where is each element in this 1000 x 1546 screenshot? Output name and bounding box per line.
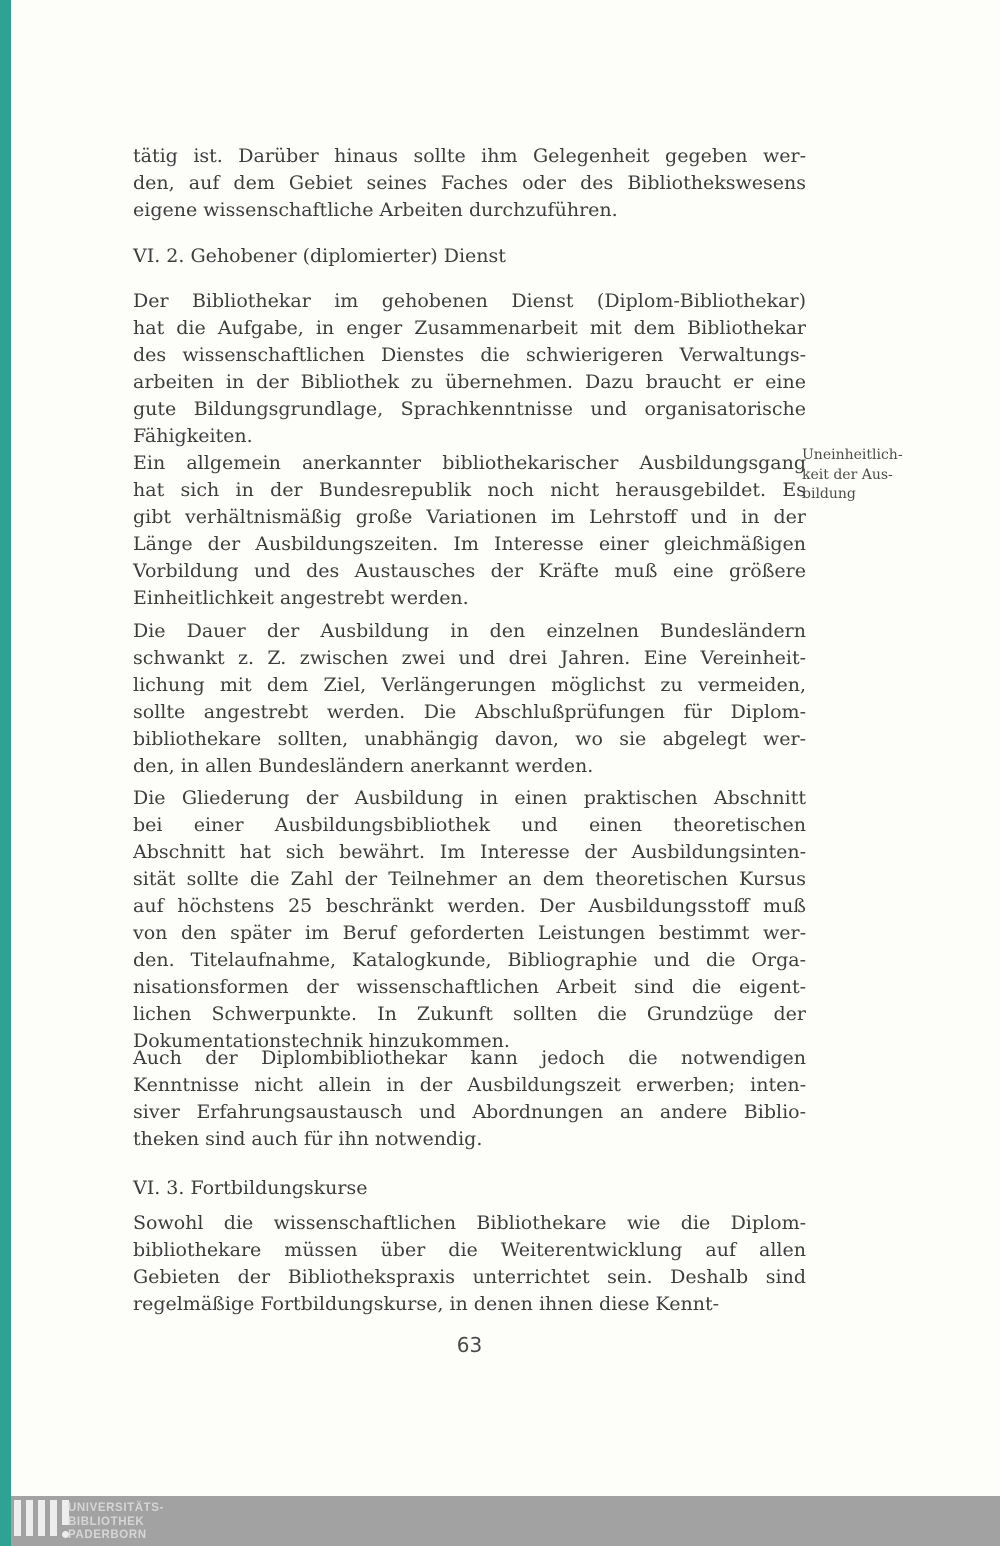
text-line: Sowohl die wissenschaftlichen Bibliothekare wie die Diplom- [133, 1212, 806, 1234]
paragraph [133, 618, 806, 780]
margin-note-line: bildung [802, 486, 856, 502]
text-line: Dokumentationstechnik hinzukommen. [133, 1030, 510, 1052]
text-line: Fähigkeiten. [133, 425, 253, 447]
text-line: lichung mit dem Ziel, Verlängerungen möglichst zu vermeiden, [133, 674, 806, 696]
text-line: gute Bildungsgrundlage, Sprachkenntnisse und organisatorische [133, 398, 806, 420]
margin-note [802, 446, 987, 505]
text-line: sollte angestrebt werden. Die Abschlußprüfungen für Diplom- [133, 701, 806, 723]
text-line: lichen Schwerpunkte. In Zukunft sollten die Grundzüge der [133, 1003, 806, 1025]
paragraph [133, 785, 806, 1055]
text-line: Der Bibliothekar im gehobenen Dienst (Diplom-Bibliothekar) [133, 290, 806, 312]
text-line: Länge der Ausbildungszeiten. Im Interesse einer gleichmäßigen [133, 533, 806, 555]
text-line: bibliothekare müssen über die Weiterentwicklung auf allen [133, 1239, 806, 1261]
paragraph [133, 143, 806, 224]
text-line: Die Gliederung der Ausbildung in einen praktischen Abschnitt [133, 787, 806, 809]
text-line: Die Dauer der Ausbildung in den einzelnen Bundesländern [133, 620, 806, 642]
text-line: Auch der Diplombibliothekar kann jedoch die notwendigen [133, 1047, 806, 1069]
paragraph [133, 1210, 806, 1318]
text-line: Einheitlichkeit angestrebt werden. [133, 587, 469, 609]
paragraph [133, 1045, 806, 1153]
text-line: Gebieten der Bibliothekspraxis unterrichtet sein. Deshalb sind [133, 1266, 806, 1288]
library-name-line: BIBLIOTHEK [68, 1515, 145, 1528]
viewer-left-edge-strip [0, 0, 11, 1546]
logo-bar [50, 1500, 57, 1536]
text-line: Abschnitt hat sich bewährt. Im Interesse der Ausbildungsinten- [133, 841, 806, 863]
margin-note-line: Uneinheitlich- [802, 447, 903, 463]
text-line: den, auf dem Gebiet seines Faches oder des Bibliothekswesens [133, 172, 806, 194]
logo-bar [38, 1500, 45, 1536]
library-name-text [68, 1502, 164, 1543]
text-line: schwankt z. Z. zwischen zwei und drei Jahren. Eine Vereinheit- [133, 647, 806, 669]
text-line: theken sind auch für ihn notwendig. [133, 1128, 483, 1150]
text-line: eigene wissenschaftliche Arbeiten durchzuführen. [133, 199, 618, 221]
margin-note-line: keit der Aus- [802, 466, 893, 483]
text-line: sität sollte die Zahl der Teilnehmer an dem theoretischen Kursus [133, 868, 806, 890]
paderborn-library-logo-icon [14, 1500, 69, 1542]
text-line: den. Titelaufnahme, Katalogkunde, Bibliographie und die Orga- [133, 949, 806, 971]
text-line: tätig ist. Darüber hinaus sollte ihm Gelegenheit gegeben wer- [133, 145, 806, 167]
section-heading: VI. 2. Gehobener (diplomierter) Dienst [133, 245, 506, 267]
library-name-line: UNIVERSITÄTS- [68, 1502, 164, 1514]
paragraph [133, 288, 806, 450]
text-line: Ein allgemein anerkannter bibliothekarischer Ausbildungsgang [133, 452, 806, 474]
logo-bar [14, 1500, 21, 1536]
text-line: regelmäßige Fortbildungskurse, in denen ihnen diese Kennt- [133, 1293, 720, 1315]
text-line: des wissenschaftlichen Dienstes die schwierigeren Verwaltungs- [133, 344, 806, 366]
text-line: hat die Aufgabe, in enger Zusammenarbeit mit dem Bibliothekar [133, 317, 806, 339]
library-stamp-bar [0, 1496, 1000, 1546]
text-line: bibliothekare sollten, unabhängig davon, wo sie abgelegt wer- [133, 728, 806, 750]
text-line: von den später im Beruf geforderten Leistungen bestimmt wer- [133, 922, 806, 944]
logo-bar [26, 1500, 33, 1536]
text-line: arbeiten in der Bibliothek zu übernehmen. Dazu braucht er eine [133, 371, 806, 393]
text-line: bei einer Ausbildungsbibliothek und einen theoretischen [133, 814, 806, 836]
paragraph [133, 447, 903, 612]
text-line: gibt verhältnismäßig große Variationen im Lehrstoff und in der [133, 506, 806, 528]
library-name-line: PADERBORN [68, 1529, 147, 1541]
text-line: auf höchstens 25 beschränkt werden. Der Ausbildungsstoff muß [133, 895, 806, 917]
text-line: siver Erfahrungsaustausch und Abordnungen an andere Biblio- [133, 1101, 806, 1123]
page-number: 63 [456, 1333, 483, 1357]
text-line: hat sich in der Bundesrepublik noch nicht herausgebildet. Es [133, 479, 806, 501]
text-line: nisationsformen der wissenschaftlichen Arbeit sind die eigent- [133, 976, 806, 998]
section-heading: VI. 3. Fortbildungskurse [133, 1177, 368, 1199]
text-line: den, in allen Bundesländern anerkannt werden. [133, 755, 594, 777]
text-line: Vorbildung und des Austausches der Kräfte muß eine größere [133, 560, 806, 582]
text-line: Kenntnisse nicht allein in der Ausbildungszeit erwerben; inten- [133, 1074, 806, 1096]
